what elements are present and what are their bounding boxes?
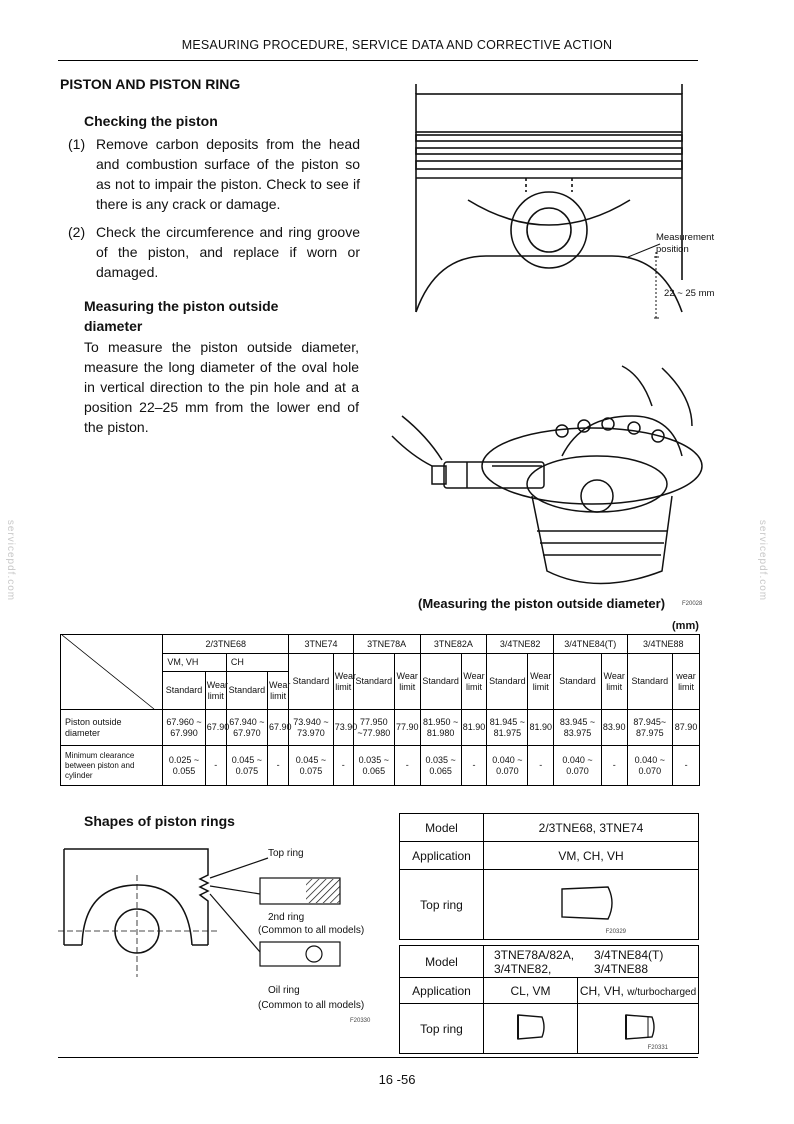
model-header: 3/4TNE84(T): [554, 635, 627, 654]
oil-ring-label: Oil ring: [268, 985, 300, 996]
standard-header: Standard: [289, 654, 334, 710]
model-label: Model: [400, 814, 484, 842]
model-label: Model: [400, 946, 484, 978]
measuring-title-1: Measuring the piston outside: [84, 298, 279, 314]
application-label: Application: [400, 842, 484, 870]
table-cell: 0.040 ~ 0.070: [627, 746, 673, 786]
wear-limit-header: Wear limit: [333, 654, 353, 710]
measuring-title-2: diameter: [84, 318, 143, 334]
box1-code: F20329: [605, 929, 626, 935]
box2-code: F20331: [647, 1045, 668, 1051]
wear-limit-header: Wear limit: [205, 672, 226, 710]
checking-item-1: [68, 134, 360, 214]
ring-spec-box-1: [399, 813, 699, 940]
table-cell: 81.90: [461, 710, 487, 746]
model-header: 3TNE78A: [353, 635, 420, 654]
standard-header: Standard: [163, 672, 205, 710]
oil-ring-note: (Common to all models): [258, 1000, 365, 1011]
micrometer-measurement-figure: [372, 356, 712, 596]
table-cell: -: [333, 746, 353, 786]
table-cell: 67.960 ~ 67.990: [163, 710, 205, 746]
row-label: Minimum clearance between piston and cylinder: [61, 746, 163, 786]
keystone-ring-icon: [506, 1009, 556, 1045]
submodel-header: CH: [226, 654, 288, 672]
wear-limit-header: Wear limit: [394, 654, 420, 710]
page-number: 16 -56: [378, 1072, 416, 1087]
table-cell: 67.90: [268, 710, 289, 746]
section-title: PISTON AND PISTON RING: [60, 76, 241, 92]
table-cell: 77.950 ~77.980: [353, 710, 394, 746]
footer-rule: [58, 1057, 698, 1058]
top-ring-barrel-icon: [556, 883, 626, 923]
measuring-text: To measure the piston outside diameter, measure the long diameter of the oval hole in vertical direction to the pin hole and at a position 22–25 mm from the lower end of the piston.: [84, 339, 359, 435]
figure-code: F20028: [682, 601, 703, 607]
model-header: 3TNE74: [289, 635, 354, 654]
table-cell: 0.035 ~ 0.065: [353, 746, 394, 786]
standard-header: Standard: [487, 654, 528, 710]
table-cell: 0.035 ~ 0.065: [420, 746, 461, 786]
measurement-label-1: Measurement: [656, 232, 715, 243]
table-cell: 67.940 ~ 67.970: [226, 710, 267, 746]
table-cell: 67.90: [205, 710, 226, 746]
keystone-ring-cell-b: [578, 1004, 699, 1054]
page-header: MESAURING PROCEDURE, SERVICE DATA AND CORRECTIVE ACTION: [181, 38, 613, 52]
diagonal-line: [62, 635, 154, 709]
shapes-code: F20330: [350, 1018, 371, 1024]
table-row-clearance: [61, 746, 700, 786]
header-rule: [58, 60, 698, 61]
table-cell: 0.025 ~ 0.055: [163, 746, 205, 786]
model-header: 2/3TNE68: [163, 635, 289, 654]
item-text: Remove carbon deposits from the head and combustion surface of the piston so as not to impair the piston. Check to see if there is any crack or damage.: [96, 136, 360, 212]
piston-spec-table: [60, 634, 700, 786]
table-cell: 87.945~ 87.975: [627, 710, 673, 746]
standard-header: Standard: [554, 654, 602, 710]
row-label: Piston outside diameter: [61, 710, 163, 746]
model-values: 3TNE78A/82A, 3/4TNE84(T) 3/4TNE82, 3/4TNE88: [484, 946, 699, 978]
table-cell: -: [268, 746, 289, 786]
wear-limit-header: Wear limit: [528, 654, 554, 710]
wear-limit-header: Wear limit: [268, 672, 289, 710]
submodel-header: VM, VH: [163, 654, 226, 672]
table-corner-cell: [61, 635, 163, 710]
top-ring-label: Top ring: [268, 848, 304, 859]
application-value-b: CH, VH, w/turbocharged: [578, 978, 699, 1004]
table-cell: 73.940 ~ 73.970: [289, 710, 334, 746]
checking-title: Checking the piston: [84, 113, 218, 129]
table-cell: -: [601, 746, 627, 786]
standard-header: Standard: [353, 654, 394, 710]
model-header: 3TNE82A: [420, 635, 487, 654]
standard-header: Standard: [226, 672, 267, 710]
model-header: 3/4TNE88: [627, 635, 700, 654]
table-cell: 0.045 ~ 0.075: [289, 746, 334, 786]
table-row-piston-diameter: [61, 710, 700, 746]
item-number: (1): [68, 136, 86, 152]
top-ring-label: Top ring: [400, 870, 484, 940]
application-label: Application: [400, 978, 484, 1004]
application-value: VM, CH, VH: [484, 842, 699, 870]
standard-header: Standard: [627, 654, 673, 710]
item-number: (2): [68, 224, 86, 240]
keystone-ring-icon: [608, 1009, 668, 1045]
shapes-title: Shapes of piston rings: [84, 813, 235, 829]
table-cell: 73.90: [333, 710, 353, 746]
table-cell: 87.90: [673, 710, 700, 746]
table-cell: -: [205, 746, 226, 786]
model-value: 2/3TNE68, 3TNE74: [484, 814, 699, 842]
watermark-right: servicepdf.com: [757, 519, 769, 602]
table-cell: -: [461, 746, 487, 786]
standard-header: Standard: [420, 654, 461, 710]
wear-limit-header: Wear limit: [461, 654, 487, 710]
dimension-label: 22 ~ 25 mm: [664, 288, 715, 299]
piston-ring-shapes-figure: [210, 846, 390, 1026]
watermark-left: servicepdf.com: [5, 519, 17, 602]
table-cell: 0.045 ~ 0.075: [226, 746, 267, 786]
table-cell: 0.040 ~ 0.070: [554, 746, 602, 786]
figure-caption: (Measuring the piston outside diameter): [418, 596, 666, 611]
table-cell: -: [673, 746, 700, 786]
piston-measurement-figure: [376, 80, 736, 325]
table-unit: (mm): [672, 620, 699, 632]
top-ring-label: Top ring: [400, 1004, 484, 1054]
table-cell: -: [528, 746, 554, 786]
keystone-ring-cell-a: [484, 1004, 578, 1054]
table-cell: 83.945 ~ 83.975: [554, 710, 602, 746]
ring-spec-box-2: [399, 945, 699, 1054]
table-cell: -: [394, 746, 420, 786]
table-cell: 83.90: [601, 710, 627, 746]
checking-item-2: [68, 222, 360, 282]
table-cell: 81.950 ~ 81.980: [420, 710, 461, 746]
item-text: Check the circumference and ring groove of the piston, and replace if worn or damaged.: [96, 224, 360, 280]
measurement-label-2: position: [656, 244, 689, 255]
top-ring-cell: [484, 870, 699, 940]
table-cell: 77.90: [394, 710, 420, 746]
application-value-a: CL, VM: [484, 978, 578, 1004]
wear-limit-header: wear limit: [673, 654, 700, 710]
table-cell: 81.90: [528, 710, 554, 746]
model-header: 3/4TNE82: [487, 635, 554, 654]
table-cell: 0.040 ~ 0.070: [487, 746, 528, 786]
second-ring-note: (Common to all models): [258, 925, 365, 936]
wear-limit-header: Wear limit: [601, 654, 627, 710]
table-cell: 81.945 ~ 81.975: [487, 710, 528, 746]
second-ring-label: 2nd ring: [268, 912, 305, 923]
